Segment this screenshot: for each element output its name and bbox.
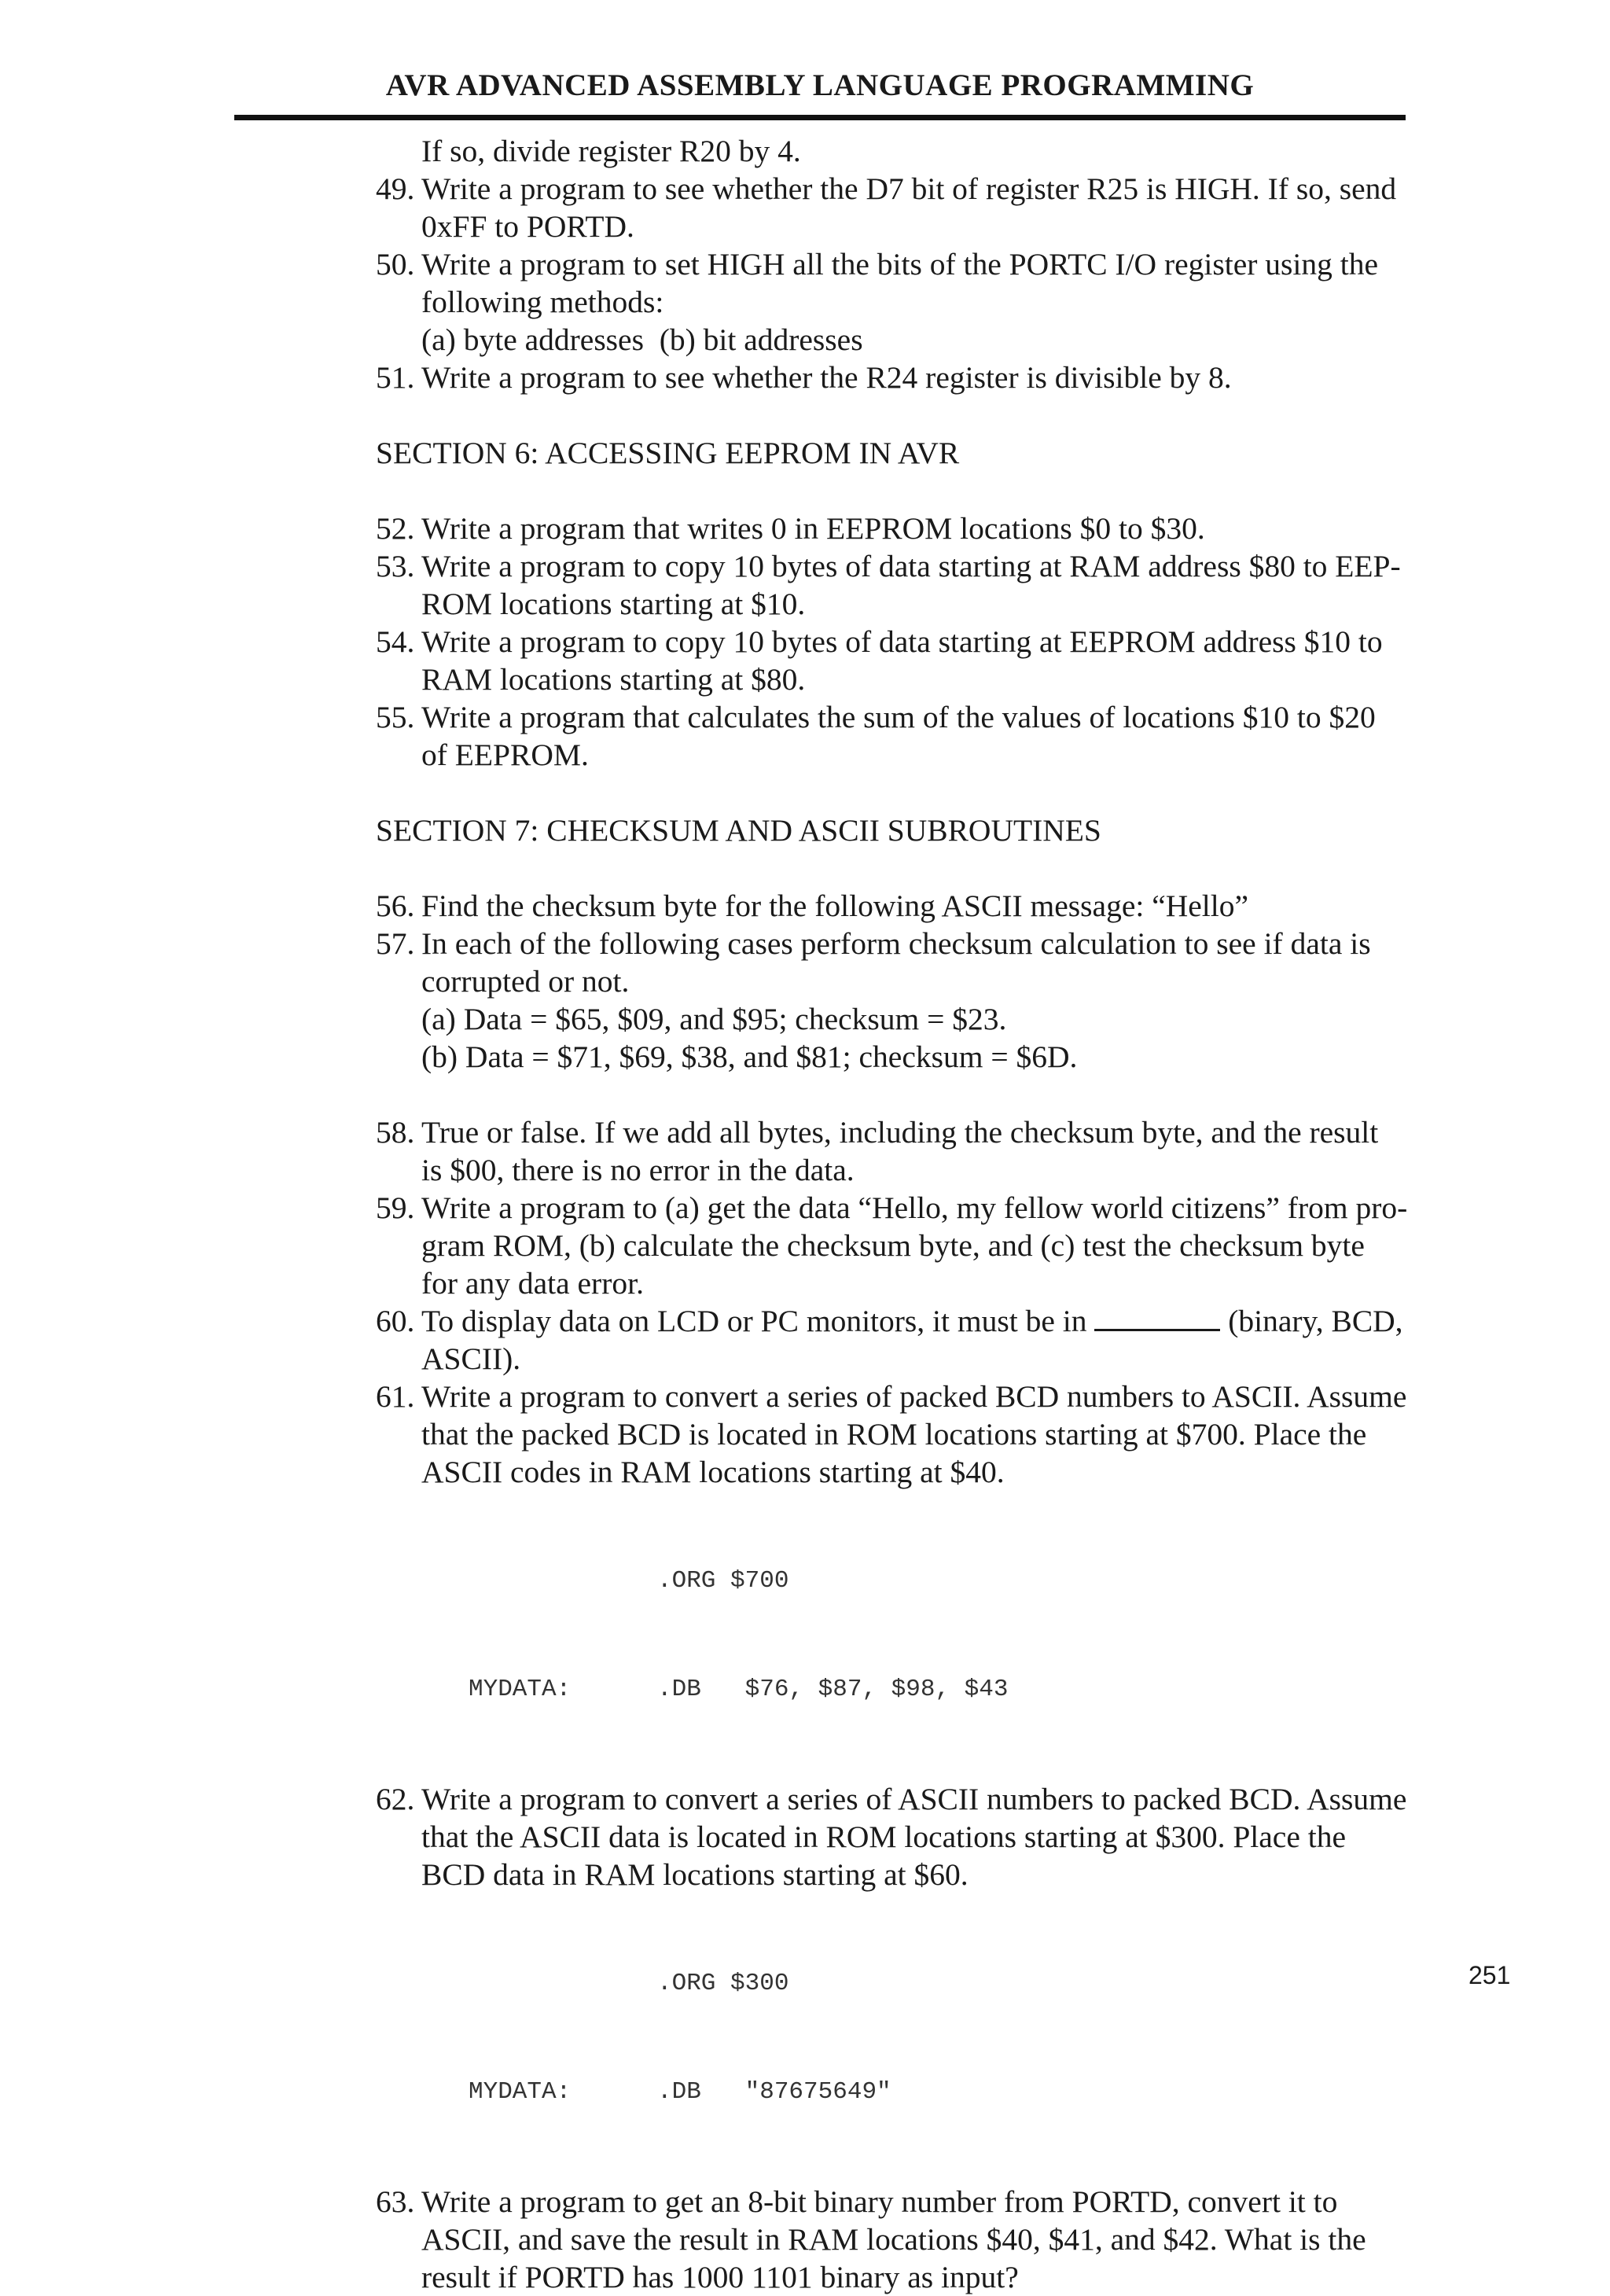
exercise-line: Write a program that calculates the sum of the values of locations $10 to $20 bbox=[421, 700, 1376, 734]
section-heading-6: SECTION 6: ACCESSING EEPROM IN AVR bbox=[376, 436, 960, 470]
code-op: .DB $76, $87, $98, $43 bbox=[657, 1676, 1009, 1703]
exercise-61 bbox=[376, 1378, 1407, 1491]
exercise-line: (a) byte addresses (b) bit addresses bbox=[421, 322, 863, 357]
exercise-line: Write a program to see whether the D7 bit of register R25 is HIGH. If so, send bbox=[421, 171, 1397, 206]
code-line bbox=[469, 1966, 1398, 2002]
exercise-group-c bbox=[376, 887, 1398, 1076]
exercise-group-b bbox=[376, 510, 1401, 774]
running-header: AVR ADVANCED ASSEMBLY LANGUAGE PROGRAMMING bbox=[385, 68, 1255, 102]
exercise-line: Write a program to copy 10 bytes of data starting at EEPROM address $10 to bbox=[421, 624, 1383, 659]
exercise-number: 51. bbox=[376, 360, 415, 395]
exercise-line: True or false. If we add all bytes, including the checksum byte, and the result bbox=[421, 1115, 1379, 1150]
spacer bbox=[376, 1076, 1398, 1113]
exercise-line: Write a program that writes 0 in EEPROM locations $0 to $30. bbox=[421, 511, 1205, 546]
exercise-group-a bbox=[376, 170, 1398, 396]
code-line bbox=[469, 1672, 1398, 1708]
exercise-line: 0xFF to PORTD. bbox=[421, 209, 634, 244]
exercise-line: Write a program to copy 10 bytes of data starting at RAM address $80 to EEP- bbox=[421, 549, 1401, 583]
exercise-item bbox=[376, 698, 1398, 774]
exercise-line: result if PORTD has 1000 1101 binary as input? bbox=[421, 2260, 1019, 2294]
exercise-line: BCD data in RAM locations starting at $60. bbox=[421, 1857, 969, 1892]
exercise-item bbox=[376, 510, 1398, 547]
exercise-number: 57. bbox=[376, 926, 415, 961]
exercise-line: In each of the following cases perform checksum calculation to see if data is bbox=[421, 926, 1371, 961]
exercise-line bbox=[421, 1302, 1403, 1340]
exercise-number: 54. bbox=[376, 624, 415, 659]
exercise-line: of EEPROM. bbox=[421, 738, 589, 772]
exercise-line: Write a program to convert a series of ASCII numbers to packed BCD. Assume bbox=[421, 1782, 1407, 1816]
exercise-number: 56. bbox=[376, 889, 415, 923]
exercise-number: 63. bbox=[376, 2184, 415, 2219]
exercise-item bbox=[376, 925, 1398, 1076]
exercise-line: that the ASCII data is located in ROM locations starting at $300. Place the bbox=[421, 1820, 1346, 1854]
exercise-text: To display data on LCD or PC monitors, it must be in bbox=[421, 1304, 1095, 1338]
page-number: 251 bbox=[1468, 1961, 1511, 1989]
exercise-line: Write a program to (a) get the data “Hello, my fellow world citizens” from pro- bbox=[421, 1190, 1408, 1225]
exercise-number: 55. bbox=[376, 700, 415, 734]
exercise-item bbox=[376, 359, 1398, 396]
exercise-line: ASCII, and save the result in RAM locations $40, $41, and $42. What is the bbox=[421, 2222, 1366, 2257]
code-op: .ORG $300 bbox=[657, 1970, 789, 1997]
exercise-line: following methods: bbox=[421, 285, 664, 319]
exercise-group-d bbox=[376, 1113, 1408, 1302]
exercise-line: ASCII codes in RAM locations starting at $40. bbox=[421, 1455, 1005, 1489]
exercise-line: ROM locations starting at $10. bbox=[421, 587, 806, 621]
exercise-line: is $00, there is no error in the data. bbox=[421, 1153, 855, 1187]
exercise-line: (b) Data = $71, $69, $38, and $81; checksum = $6D. bbox=[421, 1039, 1078, 1074]
exercise-line: Find the checksum byte for the following ASCII message: “Hello” bbox=[421, 889, 1249, 923]
exercise-62 bbox=[376, 1780, 1407, 1893]
exercise-line: (a) Data = $65, $09, and $95; checksum = $23. bbox=[421, 1002, 1007, 1036]
exercise-number: 49. bbox=[376, 171, 415, 206]
code-op: .DB "87675649" bbox=[657, 2078, 891, 2106]
exercise-60 bbox=[376, 1302, 1403, 1378]
exercise-line: Write a program to get an 8-bit binary number from PORTD, convert it to bbox=[421, 2184, 1338, 2219]
exercise-item bbox=[376, 1113, 1398, 1189]
exercise-item bbox=[376, 170, 1398, 245]
exercise-item bbox=[376, 623, 1398, 698]
exercise-number: 52. bbox=[376, 511, 415, 546]
exercise-line: for any data error. bbox=[421, 1266, 644, 1301]
page-body bbox=[376, 132, 1408, 2296]
code-listing-61 bbox=[376, 1491, 1398, 1780]
code-line bbox=[469, 1563, 1398, 1599]
section-heading-7: SECTION 7: CHECKSUM AND ASCII SUBROUTINES bbox=[376, 813, 1101, 848]
code-label: MYDATA: bbox=[469, 2078, 572, 2106]
exercise-item bbox=[376, 887, 1398, 925]
exercise-number: 58. bbox=[376, 1115, 415, 1150]
code-listing-62 bbox=[376, 1893, 1398, 2183]
exercise-line: gram ROM, (b) calculate the checksum byte, and (c) test the checksum byte bbox=[421, 1228, 1365, 1263]
header-rule bbox=[234, 115, 1406, 120]
exercise-line: RAM locations starting at $80. bbox=[421, 662, 806, 697]
exercise-number: 59. bbox=[376, 1190, 415, 1225]
continuation-text: If so, divide register R20 by 4. bbox=[421, 134, 801, 168]
exercise-number: 53. bbox=[376, 549, 415, 583]
exercise-line: corrupted or not. bbox=[421, 964, 630, 999]
exercise-line: Write a program to convert a series of packed BCD numbers to ASCII. Assume bbox=[421, 1379, 1407, 1414]
exercise-number: 60. bbox=[376, 1304, 415, 1338]
exercise-line: ASCII). bbox=[421, 1341, 521, 1376]
exercise-63 bbox=[376, 2183, 1398, 2296]
exercise-item bbox=[376, 547, 1401, 623]
exercise-number: 61. bbox=[376, 1379, 415, 1414]
exercise-number: 62. bbox=[376, 1782, 415, 1816]
exercise-item bbox=[376, 1189, 1408, 1302]
exercise-line: Write a program to see whether the R24 register is divisible by 8. bbox=[421, 360, 1232, 395]
exercise-text: (binary, BCD, bbox=[1220, 1304, 1403, 1338]
exercise-item bbox=[376, 245, 1398, 359]
code-line bbox=[469, 2074, 1398, 2110]
fill-in-blank bbox=[1094, 1305, 1220, 1331]
exercise-number: 50. bbox=[376, 247, 415, 281]
code-op: .ORG $700 bbox=[657, 1567, 789, 1595]
exercise-line: Write a program to set HIGH all the bits of the PORTC I/O register using the bbox=[421, 247, 1378, 281]
code-label: MYDATA: bbox=[469, 1676, 572, 1703]
exercise-line: that the packed BCD is located in ROM locations starting at $700. Place the bbox=[421, 1417, 1367, 1452]
